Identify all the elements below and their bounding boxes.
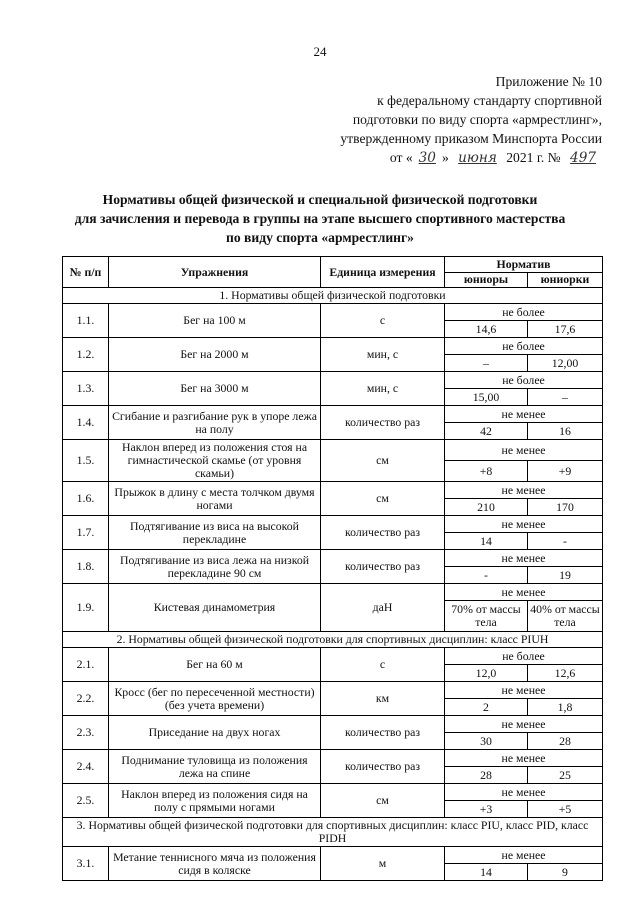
table-row — [63, 784, 603, 801]
norm-condition: не менее — [445, 550, 603, 567]
row-number: 2.4. — [63, 750, 109, 784]
row-number: 1.1. — [63, 304, 109, 338]
unit: см — [321, 440, 445, 482]
table-body — [63, 288, 603, 881]
unit: даН — [321, 584, 445, 632]
date-day-handwritten: 30 — [418, 150, 436, 166]
row-number: 3.1. — [63, 847, 109, 881]
norm-condition: не более — [445, 304, 603, 321]
value-juniors-m: 14 — [445, 864, 528, 881]
table-row — [63, 847, 603, 864]
title-line-2: для зачисления и перевода в группы на этапе высшего спортивного мастерства — [74, 211, 566, 226]
row-number: 1.8. — [63, 550, 109, 584]
norm-condition: не менее — [445, 482, 603, 499]
value-juniors-f: – — [528, 389, 603, 406]
title-line-1: Нормативы общей физической и специальной физической подготовки — [102, 192, 538, 207]
row-number: 1.3. — [63, 372, 109, 406]
exercise-name: Прыжок в длину с места толчком двумя ногами — [109, 482, 321, 516]
document-title — [0, 190, 640, 247]
value-juniors-m: +3 — [445, 801, 528, 818]
value-juniors-f: - — [528, 533, 603, 550]
exercise-name: Бег на 2000 м — [109, 338, 321, 372]
norm-condition: не менее — [445, 440, 603, 461]
table-row — [63, 716, 603, 733]
value-juniors-f: 17,6 — [528, 321, 603, 338]
section-header-row — [63, 288, 603, 304]
value-juniors-f: +9 — [528, 461, 603, 482]
row-number: 1.7. — [63, 516, 109, 550]
date-mid: » — [441, 150, 453, 165]
exercise-name: Подтягивание из виса на высокой перекладине — [109, 516, 321, 550]
table-row — [63, 406, 603, 423]
value-juniors-f: 12,00 — [528, 355, 603, 372]
header-norm: Норматив — [445, 257, 603, 273]
header-juniors-f: юниорки — [528, 272, 603, 288]
header-num: № п/п — [63, 257, 109, 288]
page-number: 24 — [313, 44, 327, 59]
norm-condition: не менее — [445, 682, 603, 699]
unit: количество раз — [321, 550, 445, 584]
unit: м — [321, 847, 445, 881]
row-number: 2.2. — [63, 682, 109, 716]
value-juniors-m: 70% от массы тела — [445, 601, 528, 632]
value-juniors-m: 12,0 — [445, 665, 528, 682]
unit: с — [321, 648, 445, 682]
unit: с — [321, 304, 445, 338]
unit: см — [321, 784, 445, 818]
section-header-row — [63, 818, 603, 847]
row-number: 2.1. — [63, 648, 109, 682]
appendix-line-1: Приложение № 10 — [495, 74, 602, 89]
norm-condition: не менее — [445, 716, 603, 733]
table-row — [63, 338, 603, 355]
unit: количество раз — [321, 406, 445, 440]
exercise-name: Наклон вперед из положения стоя на гимнастической скамье (от уровня скамьи) — [109, 440, 321, 482]
section-header-row — [63, 632, 603, 648]
norm-condition: не менее — [445, 516, 603, 533]
table-row — [63, 372, 603, 389]
table-row — [63, 648, 603, 665]
date-month-handwritten: июня — [458, 150, 497, 166]
header-unit: Единица измерения — [321, 257, 445, 288]
norm-condition: не более — [445, 372, 603, 389]
title-line-3: по виду спорта «армрестлинг» — [226, 230, 414, 245]
unit: мин, с — [321, 372, 445, 406]
order-number-handwritten: 497 — [570, 150, 596, 166]
row-number: 1.5. — [63, 440, 109, 482]
unit: количество раз — [321, 716, 445, 750]
value-juniors-m: 14,6 — [445, 321, 528, 338]
norm-condition: не менее — [445, 584, 603, 601]
value-juniors-f: +5 — [528, 801, 603, 818]
row-number: 2.5. — [63, 784, 109, 818]
appendix-date-line — [340, 148, 602, 168]
appendix-line-2: к федеральному стандарту спортивной — [377, 93, 602, 108]
value-juniors-m: 14 — [445, 533, 528, 550]
value-juniors-m: +8 — [445, 461, 528, 482]
row-number: 1.9. — [63, 584, 109, 632]
header-juniors-m: юниоры — [445, 272, 528, 288]
value-juniors-f: 12,6 — [528, 665, 603, 682]
norm-condition: не менее — [445, 784, 603, 801]
table-row — [63, 304, 603, 321]
row-number: 1.4. — [63, 406, 109, 440]
norm-condition: не менее — [445, 847, 603, 864]
exercise-name: Поднимание туловища из положения лежа на спине — [109, 750, 321, 784]
unit: количество раз — [321, 750, 445, 784]
value-juniors-m: 2 — [445, 699, 528, 716]
exercise-name: Кистевая динамометрия — [109, 584, 321, 632]
row-number: 1.6. — [63, 482, 109, 516]
section-title: 2. Нормативы общей физической подготовки для спортивных дисциплин: класс PIUH — [63, 632, 603, 648]
date-year: 2021 г. № — [502, 150, 565, 165]
unit: см — [321, 482, 445, 516]
norm-condition: не менее — [445, 750, 603, 767]
value-juniors-f: 16 — [528, 423, 603, 440]
unit: мин, с — [321, 338, 445, 372]
exercise-name: Приседание на двух ногах — [109, 716, 321, 750]
table-row — [63, 482, 603, 499]
value-juniors-f: 9 — [528, 864, 603, 881]
value-juniors-f: 25 — [528, 767, 603, 784]
exercise-name: Бег на 100 м — [109, 304, 321, 338]
exercise-name: Сгибание и разгибание рук в упоре лежа на полу — [109, 406, 321, 440]
exercise-name: Подтягивание из виса лежа на низкой перекладине 90 см — [109, 550, 321, 584]
section-title: 3. Нормативы общей физической подготовки для спортивных дисциплин: класс PIU, класс PID, класс PIDH — [63, 818, 603, 847]
standards-table — [62, 256, 603, 881]
value-juniors-m: - — [445, 567, 528, 584]
unit: количество раз — [321, 516, 445, 550]
value-juniors-m: 15,00 — [445, 389, 528, 406]
value-juniors-f: 1,8 — [528, 699, 603, 716]
value-juniors-f: 40% от массы тела — [528, 601, 603, 632]
exercise-name: Наклон вперед из положения сидя на полу с прямыми ногами — [109, 784, 321, 818]
row-number: 1.2. — [63, 338, 109, 372]
appendix-line-4: утвержденному приказом Минспорта России — [340, 131, 602, 146]
norm-condition: не менее — [445, 406, 603, 423]
header-exercise: Упражнения — [109, 257, 321, 288]
exercise-name: Бег на 60 м — [109, 648, 321, 682]
exercise-name: Бег на 3000 м — [109, 372, 321, 406]
value-juniors-m: 30 — [445, 733, 528, 750]
table-row — [63, 516, 603, 533]
exercise-name: Кросс (бег по пересеченной местности) (без учета времени) — [109, 682, 321, 716]
table-row — [63, 440, 603, 461]
exercise-name: Метание теннисного мяча из положения сидя в коляске — [109, 847, 321, 881]
value-juniors-m: 42 — [445, 423, 528, 440]
norm-condition: не более — [445, 648, 603, 665]
appendix-line-3: подготовки по виду спорта «армрестлинг», — [352, 112, 602, 127]
value-juniors-m: 210 — [445, 499, 528, 516]
value-juniors-m: – — [445, 355, 528, 372]
table-row — [63, 750, 603, 767]
value-juniors-m: 28 — [445, 767, 528, 784]
norm-condition: не более — [445, 338, 603, 355]
section-title: 1. Нормативы общей физической подготовки — [63, 288, 603, 304]
appendix-block — [340, 72, 602, 168]
value-juniors-f: 170 — [528, 499, 603, 516]
date-prefix: от « — [389, 150, 413, 165]
unit: км — [321, 682, 445, 716]
value-juniors-f: 19 — [528, 567, 603, 584]
table-row — [63, 584, 603, 601]
table-row — [63, 682, 603, 699]
table-row — [63, 550, 603, 567]
row-number: 2.3. — [63, 716, 109, 750]
value-juniors-f: 28 — [528, 733, 603, 750]
